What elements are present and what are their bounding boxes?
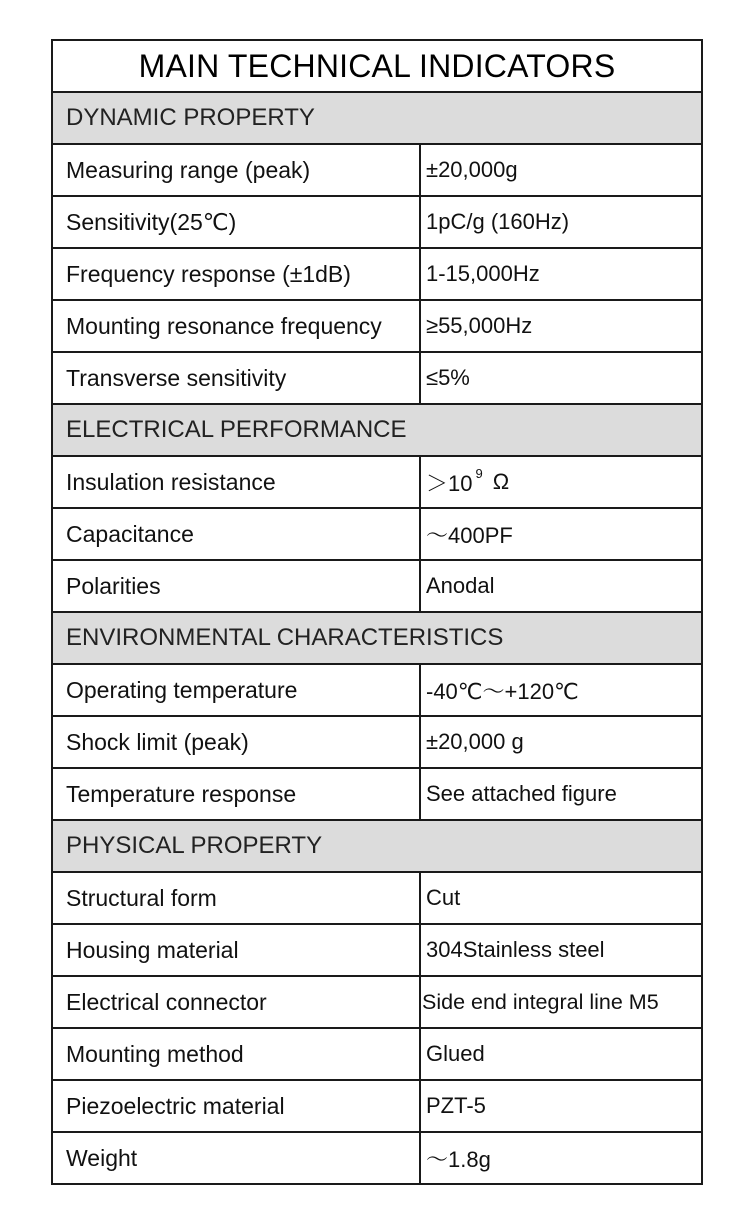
section-heading-electrical: ELECTRICAL PERFORMANCE (53, 405, 701, 457)
row-label: Measuring range (peak) (53, 145, 421, 195)
row-label: Temperature response (53, 769, 421, 819)
section-heading-dynamic: DYNAMIC PROPERTY (53, 93, 701, 145)
table-row (53, 249, 701, 301)
row-value: PZT-5 (426, 1093, 486, 1118)
row-label: Operating temperature (53, 665, 421, 715)
row-label: Transverse sensitivity (53, 353, 421, 403)
row-value: ±20,000 g (426, 729, 524, 754)
row-label: Capacitance (53, 509, 421, 559)
section-heading-physical: PHYSICAL PROPERTY (53, 821, 701, 873)
table-row (53, 301, 701, 353)
table-title: MAIN TECHNICAL INDICATORS (53, 41, 701, 93)
row-value: -40℃～+120℃ (426, 678, 579, 704)
row-value: Cut (426, 885, 461, 910)
row-label: Sensitivity(25℃) (53, 197, 421, 247)
table-row (53, 925, 701, 977)
row-value: ～400PF (426, 522, 513, 548)
spec-table (51, 39, 703, 1185)
row-label: Insulation resistance (53, 457, 421, 507)
row-value: ±20,000g (426, 157, 518, 182)
table-row (53, 769, 701, 821)
table-row (53, 353, 701, 405)
table-row (53, 561, 701, 613)
table-row (53, 1081, 701, 1133)
row-label: Housing material (53, 925, 421, 975)
row-value: 1pC/g (160Hz) (426, 209, 570, 234)
row-value: ≥55,000Hz (426, 313, 533, 338)
table-row (53, 665, 701, 717)
table-row (53, 1133, 701, 1183)
row-value: 304Stainless steel (426, 937, 605, 962)
row-label: Polarities (53, 561, 421, 611)
row-value: 1-15,000Hz (426, 261, 540, 286)
table-row (53, 145, 701, 197)
row-label: Mounting method (53, 1029, 421, 1079)
row-value: See attached figure (426, 781, 617, 806)
section-heading-environmental: ENVIRONMENTAL CHARACTERISTICS (53, 613, 701, 665)
row-label: Electrical connector (53, 977, 421, 1027)
table-row (53, 977, 701, 1029)
value-prefix: ＞10 (426, 470, 473, 496)
table-row (53, 509, 701, 561)
row-value: Side end integral line M5 (422, 989, 659, 1014)
table-row (53, 457, 701, 509)
row-label: Piezoelectric material (53, 1081, 421, 1131)
row-label: Mounting resonance frequency (53, 301, 421, 351)
row-value (421, 457, 701, 507)
row-label: Weight (53, 1133, 421, 1183)
row-label: Structural form (53, 873, 421, 923)
row-value: Glued (426, 1041, 485, 1066)
row-value: ≤5% (426, 365, 470, 390)
table-row (53, 873, 701, 925)
table-row (53, 1029, 701, 1081)
row-label: Shock limit (peak) (53, 717, 421, 767)
table-row (53, 197, 701, 249)
row-value: Anodal (426, 573, 495, 598)
row-label: Frequency response (±1dB) (53, 249, 421, 299)
table-row (53, 717, 701, 769)
row-value: ～1.8g (426, 1146, 491, 1172)
value-unit: Ω (492, 469, 510, 494)
value-exponent: 9 (475, 465, 483, 481)
